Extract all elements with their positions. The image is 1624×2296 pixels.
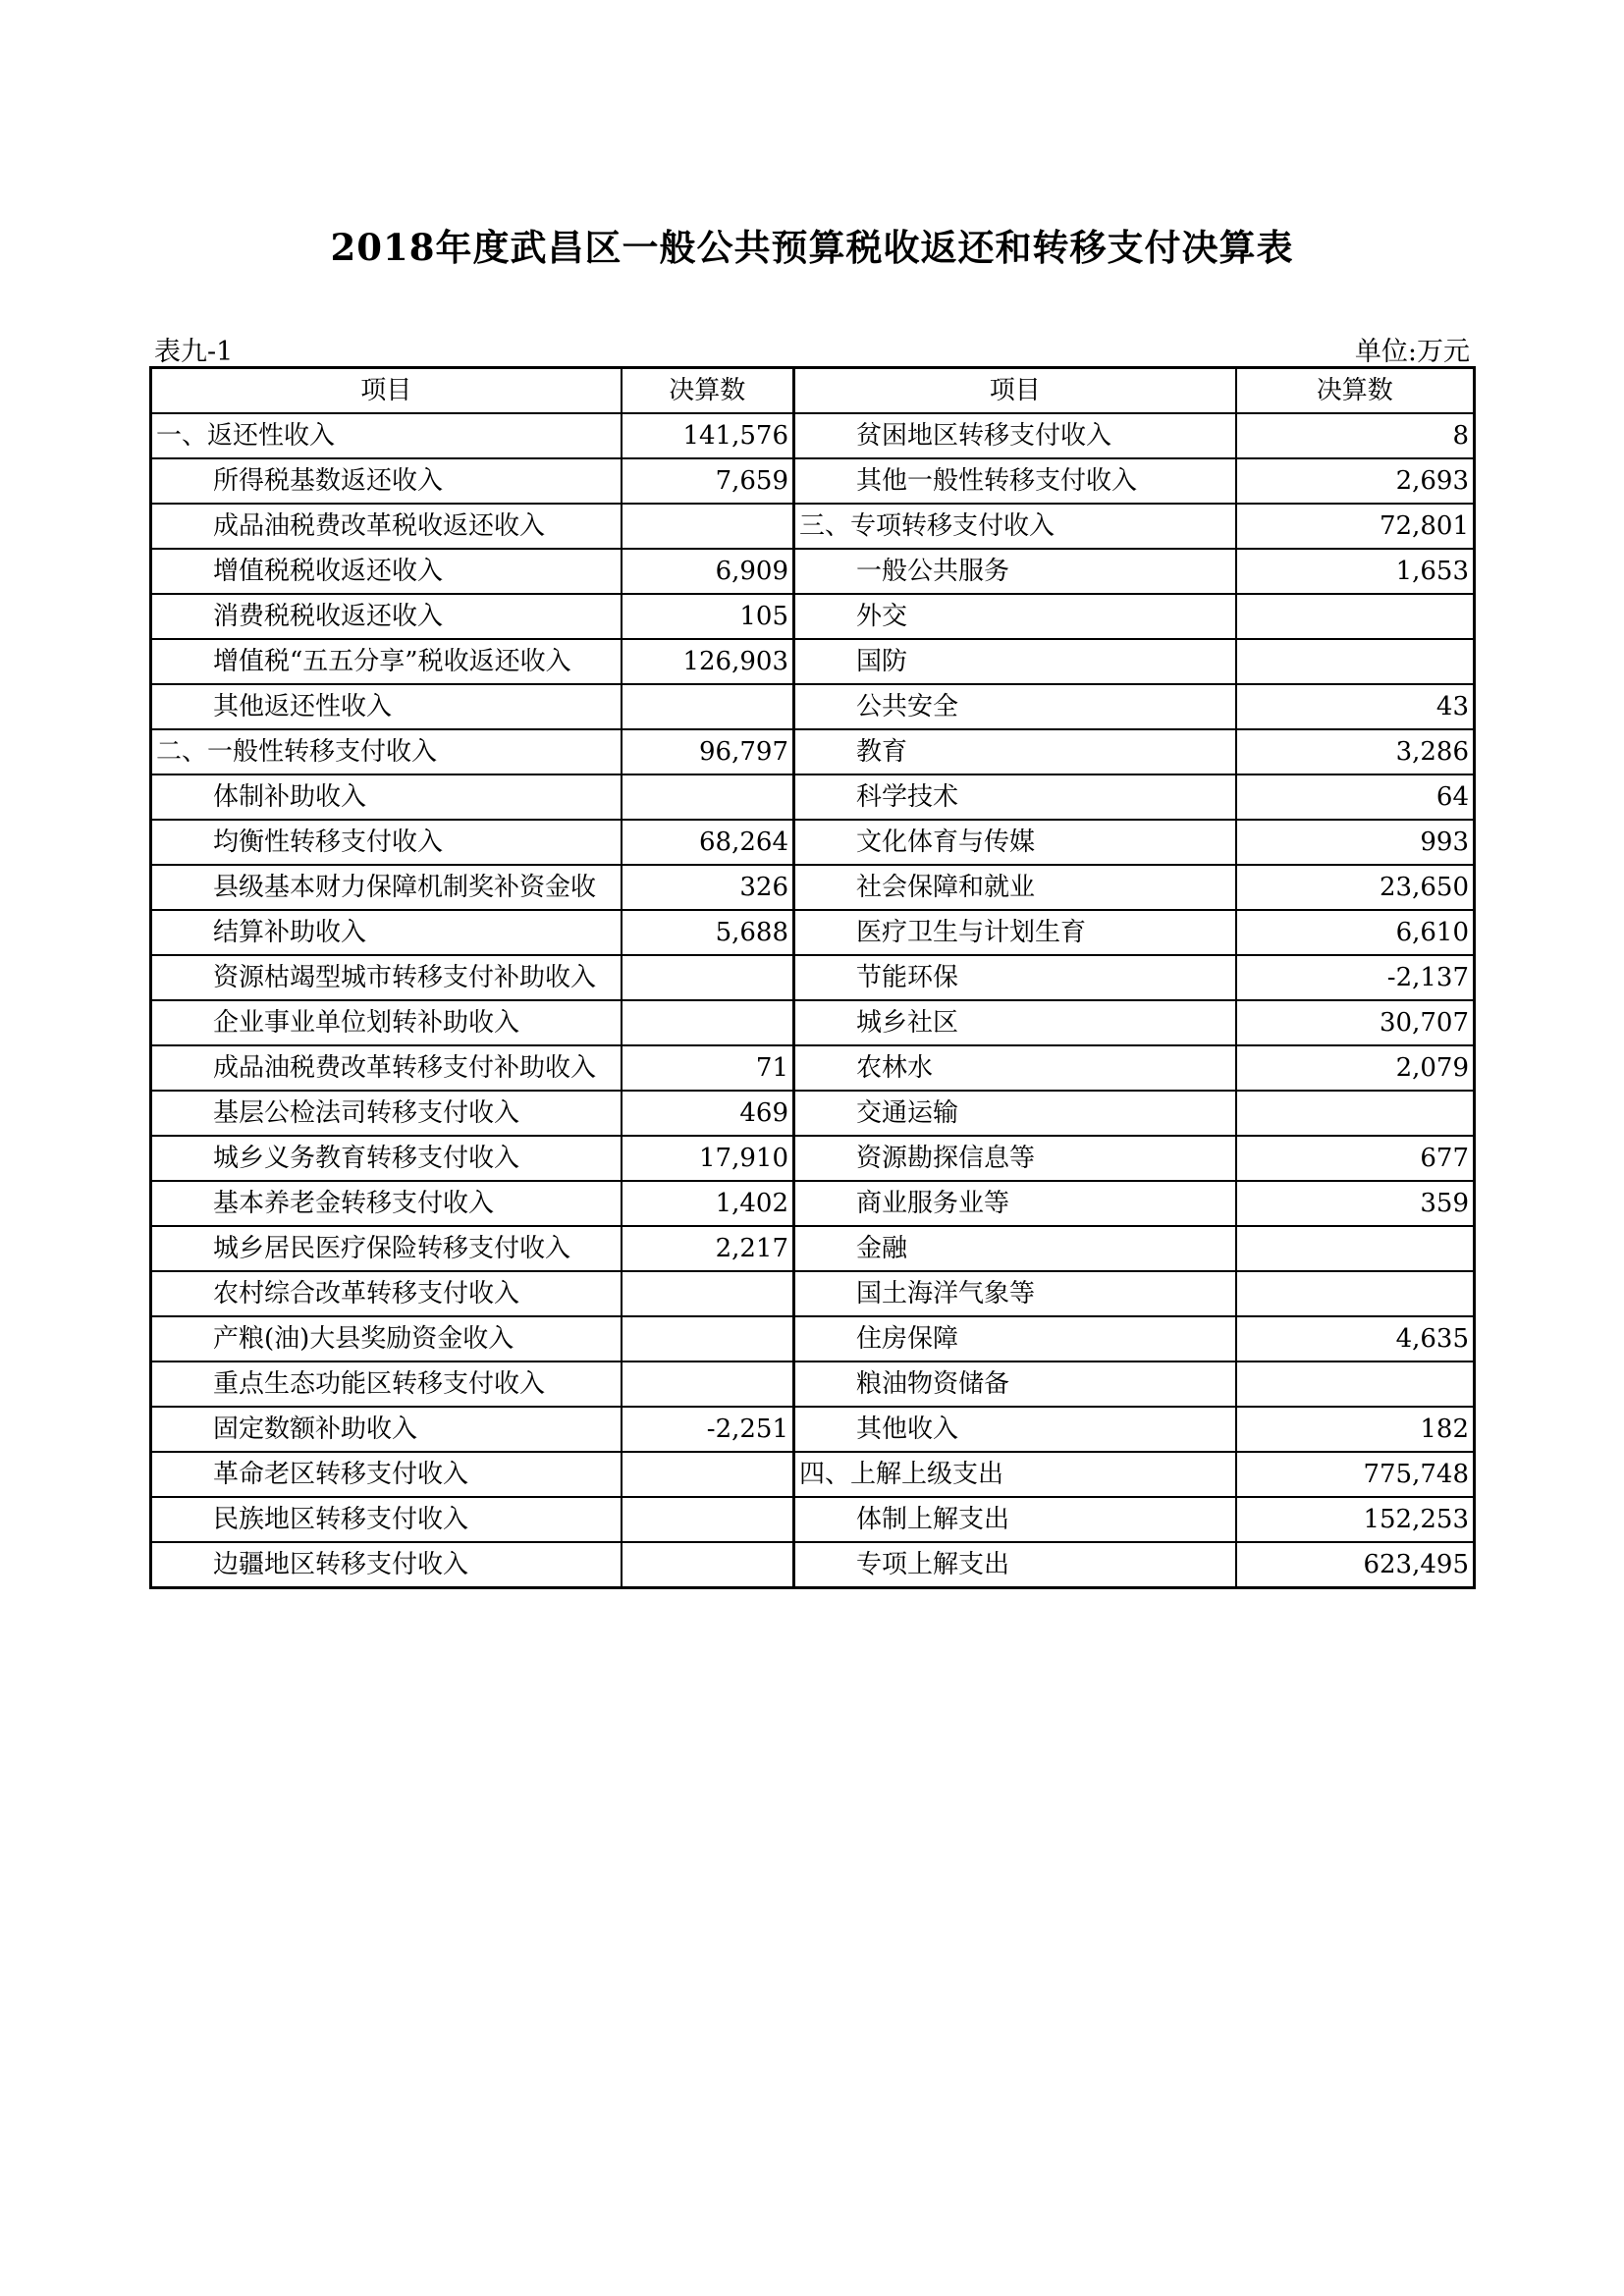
left-item-cell: 资源枯竭型城市转移支付补助收入 xyxy=(151,955,622,1000)
table-row xyxy=(151,910,1475,955)
right-amount-cell xyxy=(1236,594,1475,639)
left-amount-cell: 71 xyxy=(622,1045,794,1091)
right-item-cell: 城乡社区 xyxy=(794,1000,1236,1045)
right-item-cell: 金融 xyxy=(794,1226,1236,1271)
left-amount-cell: 68,264 xyxy=(622,820,794,865)
header-amount-right: 决算数 xyxy=(1236,368,1475,414)
right-amount-cell: 677 xyxy=(1236,1136,1475,1181)
budget-table xyxy=(149,366,1476,1589)
table-row xyxy=(151,1407,1475,1452)
right-amount-cell: 775,748 xyxy=(1236,1452,1475,1497)
left-item-cell: 二、一般性转移支付收入 xyxy=(151,729,622,774)
right-amount-cell: 2,693 xyxy=(1236,458,1475,504)
header-item-right: 项目 xyxy=(794,368,1236,414)
left-amount-cell: 469 xyxy=(622,1091,794,1136)
left-amount-cell xyxy=(622,684,794,729)
left-item-cell: 所得税基数返还收入 xyxy=(151,458,622,504)
right-amount-cell: 182 xyxy=(1236,1407,1475,1452)
right-item-cell: 国土海洋气象等 xyxy=(794,1271,1236,1316)
table-number: 表九-1 xyxy=(154,337,234,367)
left-item-cell: 增值税税收返还收入 xyxy=(151,549,622,594)
table-row xyxy=(151,1181,1475,1226)
left-amount-cell xyxy=(622,1542,794,1588)
left-amount-cell xyxy=(622,504,794,549)
right-item-cell: 三、专项转移支付收入 xyxy=(794,504,1236,549)
left-item-cell: 成品油税费改革税收返还收入 xyxy=(151,504,622,549)
left-amount-cell xyxy=(622,1000,794,1045)
page-title: 2018年度武昌区一般公共预算税收返还和转移支付决算表 xyxy=(330,226,1294,269)
right-item-cell: 农林水 xyxy=(794,1045,1236,1091)
right-amount-cell: 2,079 xyxy=(1236,1045,1475,1091)
right-amount-cell: 43 xyxy=(1236,684,1475,729)
right-amount-cell xyxy=(1236,1226,1475,1271)
left-amount-cell: -2,251 xyxy=(622,1407,794,1452)
table-row xyxy=(151,1316,1475,1362)
left-item-cell: 基层公检法司转移支付收入 xyxy=(151,1091,622,1136)
left-item-cell: 一、返还性收入 xyxy=(151,413,622,458)
left-item-cell: 增值税“五五分享”税收返还收入 xyxy=(151,639,622,684)
right-item-cell: 专项上解支出 xyxy=(794,1542,1236,1588)
left-amount-cell: 105 xyxy=(622,594,794,639)
left-amount-cell: 7,659 xyxy=(622,458,794,504)
left-amount-cell: 96,797 xyxy=(622,729,794,774)
left-amount-cell xyxy=(622,1271,794,1316)
table-row xyxy=(151,504,1475,549)
left-amount-cell: 6,909 xyxy=(622,549,794,594)
left-amount-cell xyxy=(622,955,794,1000)
left-item-cell: 革命老区转移支付收入 xyxy=(151,1452,622,1497)
left-item-cell: 体制补助收入 xyxy=(151,774,622,820)
left-item-cell: 企业事业单位划转补助收入 xyxy=(151,1000,622,1045)
right-item-cell: 外交 xyxy=(794,594,1236,639)
table-header-row xyxy=(151,368,1475,414)
left-item-cell: 城乡居民医疗保险转移支付收入 xyxy=(151,1226,622,1271)
table-row xyxy=(151,1271,1475,1316)
left-item-cell: 重点生态功能区转移支付收入 xyxy=(151,1362,622,1407)
left-amount-cell xyxy=(622,1316,794,1362)
right-item-cell: 国防 xyxy=(794,639,1236,684)
right-item-cell: 四、上解上级支出 xyxy=(794,1452,1236,1497)
left-item-cell: 县级基本财力保障机制奖补资金收 xyxy=(151,865,622,910)
header-item-left: 项目 xyxy=(151,368,622,414)
table-row xyxy=(151,594,1475,639)
right-amount-cell: 3,286 xyxy=(1236,729,1475,774)
table-row xyxy=(151,549,1475,594)
right-item-cell: 体制上解支出 xyxy=(794,1497,1236,1542)
left-amount-cell xyxy=(622,1497,794,1542)
right-amount-cell: 4,635 xyxy=(1236,1316,1475,1362)
right-amount-cell: 23,650 xyxy=(1236,865,1475,910)
right-item-cell: 其他一般性转移支付收入 xyxy=(794,458,1236,504)
right-amount-cell: 359 xyxy=(1236,1181,1475,1226)
header-amount-left: 决算数 xyxy=(622,368,794,414)
table-row xyxy=(151,413,1475,458)
left-amount-cell xyxy=(622,774,794,820)
table-row xyxy=(151,1452,1475,1497)
left-item-cell: 产粮(油)大县奖励资金收入 xyxy=(151,1316,622,1362)
table-row xyxy=(151,1045,1475,1091)
left-amount-cell: 1,402 xyxy=(622,1181,794,1226)
table-row xyxy=(151,865,1475,910)
left-item-cell: 结算补助收入 xyxy=(151,910,622,955)
right-item-cell: 医疗卫生与计划生育 xyxy=(794,910,1236,955)
right-item-cell: 教育 xyxy=(794,729,1236,774)
right-item-cell: 节能环保 xyxy=(794,955,1236,1000)
left-amount-cell: 141,576 xyxy=(622,413,794,458)
table-row xyxy=(151,955,1475,1000)
right-item-cell: 一般公共服务 xyxy=(794,549,1236,594)
left-amount-cell xyxy=(622,1452,794,1497)
table-row xyxy=(151,1136,1475,1181)
left-item-cell: 边疆地区转移支付收入 xyxy=(151,1542,622,1588)
left-amount-cell: 126,903 xyxy=(622,639,794,684)
right-item-cell: 社会保障和就业 xyxy=(794,865,1236,910)
right-amount-cell: 1,653 xyxy=(1236,549,1475,594)
left-item-cell: 城乡义务教育转移支付收入 xyxy=(151,1136,622,1181)
left-item-cell: 均衡性转移支付收入 xyxy=(151,820,622,865)
right-amount-cell: 623,495 xyxy=(1236,1542,1475,1588)
right-amount-cell xyxy=(1236,639,1475,684)
table-row xyxy=(151,458,1475,504)
right-amount-cell: 152,253 xyxy=(1236,1497,1475,1542)
right-amount-cell: -2,137 xyxy=(1236,955,1475,1000)
right-amount-cell: 64 xyxy=(1236,774,1475,820)
table-row xyxy=(151,1542,1475,1588)
right-item-cell: 科学技术 xyxy=(794,774,1236,820)
table-row xyxy=(151,639,1475,684)
right-amount-cell: 8 xyxy=(1236,413,1475,458)
unit-label: 单位:万元 xyxy=(1354,337,1470,367)
right-amount-cell: 72,801 xyxy=(1236,504,1475,549)
left-item-cell: 民族地区转移支付收入 xyxy=(151,1497,622,1542)
left-item-cell: 其他返还性收入 xyxy=(151,684,622,729)
right-item-cell: 文化体育与传媒 xyxy=(794,820,1236,865)
right-item-cell: 贫困地区转移支付收入 xyxy=(794,413,1236,458)
left-item-cell: 消费税税收返还收入 xyxy=(151,594,622,639)
table-row xyxy=(151,729,1475,774)
right-amount-cell: 30,707 xyxy=(1236,1000,1475,1045)
left-item-cell: 成品油税费改革转移支付补助收入 xyxy=(151,1045,622,1091)
right-amount-cell xyxy=(1236,1362,1475,1407)
right-amount-cell xyxy=(1236,1271,1475,1316)
table-row xyxy=(151,774,1475,820)
table-row xyxy=(151,1091,1475,1136)
right-item-cell: 其他收入 xyxy=(794,1407,1236,1452)
right-item-cell: 粮油物资储备 xyxy=(794,1362,1236,1407)
right-item-cell: 住房保障 xyxy=(794,1316,1236,1362)
table-row xyxy=(151,820,1475,865)
right-item-cell: 公共安全 xyxy=(794,684,1236,729)
right-item-cell: 资源勘探信息等 xyxy=(794,1136,1236,1181)
table-row xyxy=(151,1497,1475,1542)
right-amount-cell xyxy=(1236,1091,1475,1136)
right-amount-cell: 993 xyxy=(1236,820,1475,865)
right-item-cell: 商业服务业等 xyxy=(794,1181,1236,1226)
left-amount-cell: 326 xyxy=(622,865,794,910)
left-amount-cell xyxy=(622,1362,794,1407)
right-amount-cell: 6,610 xyxy=(1236,910,1475,955)
left-item-cell: 基本养老金转移支付收入 xyxy=(151,1181,622,1226)
table-row xyxy=(151,1362,1475,1407)
table-body xyxy=(151,413,1475,1588)
left-item-cell: 农村综合改革转移支付收入 xyxy=(151,1271,622,1316)
table-row xyxy=(151,684,1475,729)
right-item-cell: 交通运输 xyxy=(794,1091,1236,1136)
left-item-cell: 固定数额补助收入 xyxy=(151,1407,622,1452)
left-amount-cell: 2,217 xyxy=(622,1226,794,1271)
table-row xyxy=(151,1000,1475,1045)
left-amount-cell: 5,688 xyxy=(622,910,794,955)
table-row xyxy=(151,1226,1475,1271)
left-amount-cell: 17,910 xyxy=(622,1136,794,1181)
